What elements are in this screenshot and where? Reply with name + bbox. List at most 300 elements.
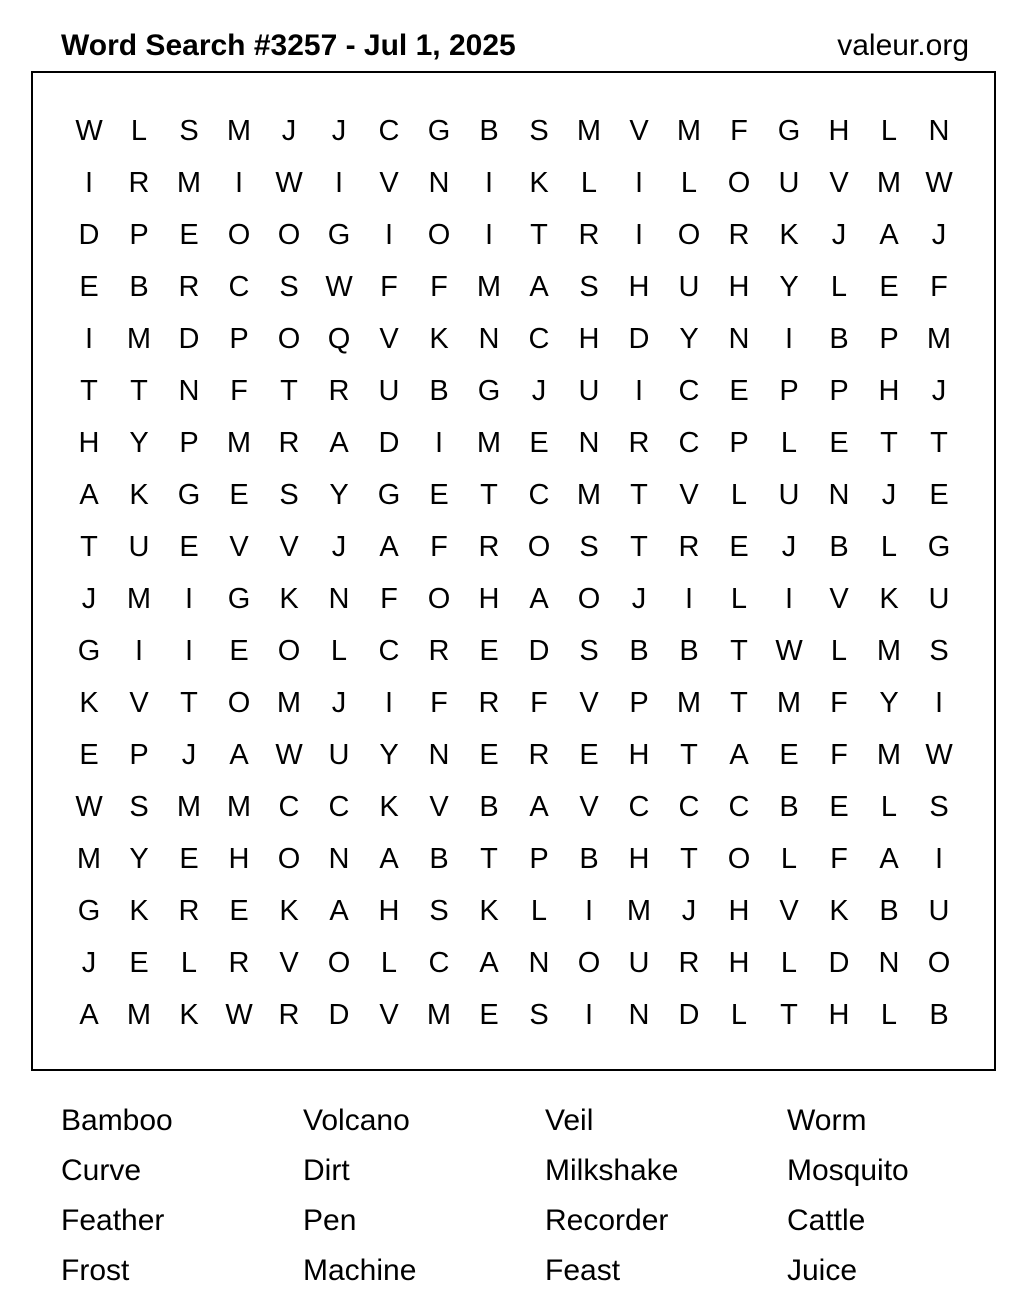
grid-cell[interactable]: O <box>527 531 551 563</box>
grid-cell[interactable]: W <box>925 167 953 199</box>
grid-cell[interactable]: A <box>529 271 549 303</box>
grid-cell[interactable]: B <box>879 895 899 927</box>
grid-cell[interactable]: R <box>428 635 450 667</box>
grid-cell[interactable]: R <box>328 375 350 407</box>
grid-cell[interactable]: B <box>779 791 799 823</box>
grid-cell[interactable]: I <box>84 323 94 355</box>
grid-cell[interactable]: P <box>179 427 199 459</box>
grid-cell[interactable]: P <box>129 219 149 251</box>
grid-cell[interactable]: J <box>331 687 347 719</box>
grid-cell[interactable]: L <box>780 427 798 459</box>
grid-cell[interactable]: F <box>830 687 848 719</box>
grid-cell[interactable]: T <box>730 687 748 719</box>
grid-cell[interactable]: I <box>84 167 94 199</box>
grid-cell[interactable]: R <box>528 739 550 771</box>
grid-cell[interactable]: K <box>479 895 499 927</box>
grid-cell[interactable]: M <box>626 895 652 927</box>
grid-cell[interactable]: C <box>528 323 550 355</box>
grid-cell[interactable]: E <box>929 479 949 511</box>
grid-cell[interactable]: M <box>226 115 252 147</box>
grid-cell[interactable]: E <box>429 479 449 511</box>
grid-cell[interactable]: C <box>528 479 550 511</box>
grid-cell[interactable]: K <box>279 895 299 927</box>
grid-cell[interactable]: Y <box>779 271 799 303</box>
grid-cell[interactable]: V <box>629 115 649 147</box>
grid-cell[interactable]: K <box>79 687 99 719</box>
grid-cell[interactable]: J <box>881 479 897 511</box>
grid-cell[interactable]: W <box>925 739 953 771</box>
grid-cell[interactable]: O <box>277 635 301 667</box>
grid-cell[interactable]: S <box>529 999 549 1031</box>
grid-cell[interactable]: N <box>628 999 650 1031</box>
grid-cell[interactable]: R <box>678 531 700 563</box>
grid-cell[interactable]: R <box>478 687 500 719</box>
grid-cell[interactable]: S <box>929 635 949 667</box>
grid-cell[interactable]: K <box>129 895 149 927</box>
grid-cell[interactable]: W <box>75 791 103 823</box>
grid-cell[interactable]: E <box>829 427 849 459</box>
grid-cell[interactable]: H <box>628 271 650 303</box>
grid-cell[interactable]: G <box>77 635 101 667</box>
grid-cell[interactable]: O <box>327 947 351 979</box>
grid-cell[interactable]: L <box>380 947 398 979</box>
grid-cell[interactable]: A <box>479 947 499 979</box>
grid-cell[interactable]: L <box>830 271 848 303</box>
grid-cell[interactable]: H <box>878 375 900 407</box>
grid-cell[interactable]: J <box>931 219 947 251</box>
grid-cell[interactable]: N <box>578 427 600 459</box>
grid-cell[interactable]: H <box>478 583 500 615</box>
grid-cell[interactable]: T <box>80 375 98 407</box>
grid-cell[interactable]: U <box>678 271 700 303</box>
grid-cell[interactable]: F <box>430 531 448 563</box>
grid-cell[interactable]: E <box>179 531 199 563</box>
grid-cell[interactable]: U <box>628 947 650 979</box>
grid-cell[interactable]: V <box>379 323 399 355</box>
grid-cell[interactable]: T <box>930 427 948 459</box>
grid-cell[interactable]: C <box>428 947 450 979</box>
grid-cell[interactable]: M <box>926 323 952 355</box>
grid-cell[interactable]: S <box>279 479 299 511</box>
grid-cell[interactable]: V <box>429 791 449 823</box>
grid-cell[interactable]: S <box>179 115 199 147</box>
grid-cell[interactable]: M <box>476 427 502 459</box>
grid-cell[interactable]: O <box>427 219 451 251</box>
grid-cell[interactable]: T <box>630 531 648 563</box>
grid-cell[interactable]: M <box>776 687 802 719</box>
grid-cell[interactable]: V <box>579 791 599 823</box>
grid-cell[interactable]: I <box>634 375 644 407</box>
grid-cell[interactable]: L <box>680 167 698 199</box>
grid-cell[interactable]: F <box>230 375 248 407</box>
grid-cell[interactable]: E <box>729 531 749 563</box>
grid-cell[interactable]: M <box>126 323 152 355</box>
grid-cell[interactable]: M <box>176 791 202 823</box>
grid-cell[interactable]: V <box>779 895 799 927</box>
grid-cell[interactable]: N <box>878 947 900 979</box>
grid-cell[interactable]: S <box>129 791 149 823</box>
grid-cell[interactable]: O <box>727 167 751 199</box>
grid-cell[interactable]: E <box>729 375 749 407</box>
grid-cell[interactable]: M <box>676 687 702 719</box>
grid-cell[interactable]: J <box>531 375 547 407</box>
grid-cell[interactable]: W <box>225 999 253 1031</box>
grid-cell[interactable]: I <box>484 167 494 199</box>
grid-cell[interactable]: V <box>229 531 249 563</box>
grid-cell[interactable]: M <box>76 843 102 875</box>
grid-cell[interactable]: U <box>578 375 600 407</box>
grid-cell[interactable]: O <box>277 323 301 355</box>
grid-cell[interactable]: B <box>629 635 649 667</box>
grid-cell[interactable]: I <box>434 427 444 459</box>
grid-cell[interactable]: R <box>278 999 300 1031</box>
grid-cell[interactable]: F <box>380 271 398 303</box>
grid-cell[interactable]: B <box>929 999 949 1031</box>
grid-cell[interactable]: B <box>579 843 599 875</box>
grid-cell[interactable]: I <box>584 895 594 927</box>
grid-cell[interactable]: C <box>728 791 750 823</box>
grid-cell[interactable]: A <box>79 999 99 1031</box>
grid-cell[interactable]: A <box>879 219 899 251</box>
grid-cell[interactable]: K <box>379 791 399 823</box>
grid-cell[interactable]: O <box>727 843 751 875</box>
grid-cell[interactable]: T <box>480 479 498 511</box>
grid-cell[interactable]: E <box>579 739 599 771</box>
grid-cell[interactable]: P <box>229 323 249 355</box>
grid-cell[interactable]: R <box>478 531 500 563</box>
grid-cell[interactable]: E <box>129 947 149 979</box>
grid-cell[interactable]: V <box>379 999 399 1031</box>
grid-cell[interactable]: C <box>328 791 350 823</box>
grid-cell[interactable]: N <box>828 479 850 511</box>
grid-cell[interactable]: O <box>227 219 251 251</box>
grid-cell[interactable]: I <box>234 167 244 199</box>
grid-cell[interactable]: D <box>678 999 700 1031</box>
grid-cell[interactable]: L <box>880 999 898 1031</box>
grid-cell[interactable]: J <box>781 531 797 563</box>
grid-cell[interactable]: E <box>229 895 249 927</box>
grid-cell[interactable]: O <box>577 947 601 979</box>
grid-cell[interactable]: T <box>680 739 698 771</box>
grid-cell[interactable]: U <box>778 167 800 199</box>
grid-cell[interactable]: L <box>330 635 348 667</box>
grid-cell[interactable]: H <box>228 843 250 875</box>
grid-cell[interactable]: B <box>479 115 499 147</box>
grid-cell[interactable]: K <box>829 895 849 927</box>
grid-cell[interactable]: A <box>529 583 549 615</box>
grid-cell[interactable]: I <box>934 687 944 719</box>
grid-cell[interactable]: S <box>529 115 549 147</box>
grid-cell[interactable]: J <box>81 583 97 615</box>
grid-cell[interactable]: M <box>876 739 902 771</box>
grid-cell[interactable]: W <box>275 167 303 199</box>
grid-cell[interactable]: S <box>579 635 599 667</box>
grid-cell[interactable]: L <box>730 583 748 615</box>
grid-cell[interactable]: G <box>327 219 351 251</box>
grid-cell[interactable]: N <box>328 843 350 875</box>
grid-cell[interactable]: I <box>934 843 944 875</box>
grid-cell[interactable]: E <box>879 271 899 303</box>
grid-cell[interactable]: U <box>378 375 400 407</box>
grid-cell[interactable]: R <box>628 427 650 459</box>
grid-cell[interactable]: D <box>828 947 850 979</box>
grid-cell[interactable]: E <box>229 479 249 511</box>
grid-cell[interactable]: U <box>778 479 800 511</box>
grid-cell[interactable]: W <box>325 271 353 303</box>
grid-cell[interactable]: K <box>429 323 449 355</box>
grid-cell[interactable]: S <box>279 271 299 303</box>
grid-cell[interactable]: K <box>779 219 799 251</box>
grid-cell[interactable]: N <box>428 167 450 199</box>
grid-cell[interactable]: D <box>528 635 550 667</box>
grid-cell[interactable]: L <box>530 895 548 927</box>
grid-cell[interactable]: J <box>931 375 947 407</box>
grid-cell[interactable]: M <box>676 115 702 147</box>
grid-cell[interactable]: U <box>128 531 150 563</box>
grid-cell[interactable]: C <box>378 115 400 147</box>
grid-cell[interactable]: M <box>576 115 602 147</box>
grid-cell[interactable]: V <box>279 531 299 563</box>
grid-cell[interactable]: N <box>928 115 950 147</box>
grid-cell[interactable]: V <box>129 687 149 719</box>
grid-cell[interactable]: H <box>828 999 850 1031</box>
grid-cell[interactable]: D <box>328 999 350 1031</box>
grid-cell[interactable]: Y <box>129 843 149 875</box>
grid-cell[interactable]: M <box>126 583 152 615</box>
grid-cell[interactable]: P <box>629 687 649 719</box>
grid-cell[interactable]: P <box>779 375 799 407</box>
grid-cell[interactable]: I <box>634 219 644 251</box>
grid-cell[interactable]: G <box>927 531 951 563</box>
grid-cell[interactable]: L <box>830 635 848 667</box>
grid-cell[interactable]: R <box>228 947 250 979</box>
grid-cell[interactable]: N <box>328 583 350 615</box>
grid-cell[interactable]: R <box>178 895 200 927</box>
grid-cell[interactable]: L <box>130 115 148 147</box>
grid-cell[interactable]: U <box>928 895 950 927</box>
grid-cell[interactable]: E <box>479 999 499 1031</box>
grid-cell[interactable]: H <box>78 427 100 459</box>
grid-cell[interactable]: F <box>830 739 848 771</box>
grid-cell[interactable]: I <box>584 999 594 1031</box>
grid-cell[interactable]: C <box>278 791 300 823</box>
grid-cell[interactable]: W <box>775 635 803 667</box>
grid-cell[interactable]: E <box>479 739 499 771</box>
grid-cell[interactable]: F <box>930 271 948 303</box>
grid-cell[interactable]: A <box>79 479 99 511</box>
grid-cell[interactable]: L <box>880 791 898 823</box>
grid-cell[interactable]: D <box>178 323 200 355</box>
grid-cell[interactable]: V <box>679 479 699 511</box>
grid-cell[interactable]: T <box>130 375 148 407</box>
grid-cell[interactable]: B <box>679 635 699 667</box>
grid-cell[interactable]: R <box>678 947 700 979</box>
grid-cell[interactable]: E <box>229 635 249 667</box>
grid-cell[interactable]: O <box>677 219 701 251</box>
grid-cell[interactable]: R <box>278 427 300 459</box>
grid-cell[interactable]: L <box>880 531 898 563</box>
grid-cell[interactable]: K <box>279 583 299 615</box>
grid-cell[interactable]: I <box>384 219 394 251</box>
grid-cell[interactable]: Y <box>879 687 899 719</box>
grid-cell[interactable]: K <box>179 999 199 1031</box>
grid-cell[interactable]: N <box>728 323 750 355</box>
grid-cell[interactable]: W <box>275 739 303 771</box>
grid-cell[interactable]: L <box>180 947 198 979</box>
grid-cell[interactable]: L <box>730 999 748 1031</box>
grid-cell[interactable]: B <box>479 791 499 823</box>
grid-cell[interactable]: L <box>880 115 898 147</box>
grid-cell[interactable]: V <box>279 947 299 979</box>
grid-cell[interactable]: J <box>281 115 297 147</box>
grid-cell[interactable]: Y <box>129 427 149 459</box>
grid-cell[interactable]: R <box>728 219 750 251</box>
grid-cell[interactable]: B <box>829 531 849 563</box>
grid-cell[interactable]: E <box>179 219 199 251</box>
grid-cell[interactable]: G <box>177 479 201 511</box>
grid-cell[interactable]: I <box>784 323 794 355</box>
grid-cell[interactable]: S <box>579 531 599 563</box>
grid-cell[interactable]: E <box>779 739 799 771</box>
grid-cell[interactable]: O <box>927 947 951 979</box>
grid-cell[interactable]: F <box>430 271 448 303</box>
grid-cell[interactable]: G <box>427 115 451 147</box>
grid-cell[interactable]: Q <box>327 323 351 355</box>
grid-cell[interactable]: T <box>180 687 198 719</box>
grid-cell[interactable]: J <box>681 895 697 927</box>
grid-cell[interactable]: M <box>226 427 252 459</box>
grid-cell[interactable]: P <box>529 843 549 875</box>
grid-cell[interactable]: I <box>684 583 694 615</box>
grid-cell[interactable]: T <box>680 843 698 875</box>
grid-cell[interactable]: M <box>276 687 302 719</box>
grid-cell[interactable]: O <box>227 687 251 719</box>
grid-cell[interactable]: A <box>879 843 899 875</box>
grid-cell[interactable]: B <box>429 843 449 875</box>
grid-cell[interactable]: T <box>80 531 98 563</box>
grid-cell[interactable]: N <box>178 375 200 407</box>
grid-cell[interactable]: C <box>628 791 650 823</box>
grid-cell[interactable]: H <box>628 843 650 875</box>
grid-cell[interactable]: C <box>678 375 700 407</box>
grid-cell[interactable]: G <box>77 895 101 927</box>
grid-cell[interactable]: V <box>829 583 849 615</box>
grid-cell[interactable]: J <box>831 219 847 251</box>
grid-cell[interactable]: A <box>729 739 749 771</box>
grid-cell[interactable]: F <box>830 843 848 875</box>
grid-cell[interactable]: T <box>730 635 748 667</box>
grid-cell[interactable]: V <box>579 687 599 719</box>
grid-cell[interactable]: H <box>728 947 750 979</box>
grid-cell[interactable]: H <box>728 895 750 927</box>
grid-cell[interactable]: T <box>480 843 498 875</box>
grid-cell[interactable]: I <box>784 583 794 615</box>
grid-cell[interactable]: M <box>426 999 452 1031</box>
grid-cell[interactable]: V <box>829 167 849 199</box>
grid-cell[interactable]: E <box>79 271 99 303</box>
grid-cell[interactable]: S <box>929 791 949 823</box>
grid-cell[interactable]: C <box>678 427 700 459</box>
grid-cell[interactable]: T <box>530 219 548 251</box>
grid-cell[interactable]: T <box>280 375 298 407</box>
grid-cell[interactable]: A <box>329 427 349 459</box>
grid-cell[interactable]: I <box>184 635 194 667</box>
grid-cell[interactable]: P <box>829 375 849 407</box>
grid-cell[interactable]: S <box>579 271 599 303</box>
grid-cell[interactable]: E <box>79 739 99 771</box>
grid-cell[interactable]: H <box>828 115 850 147</box>
grid-cell[interactable]: B <box>829 323 849 355</box>
grid-cell[interactable]: G <box>777 115 801 147</box>
grid-cell[interactable]: M <box>226 791 252 823</box>
grid-cell[interactable]: F <box>380 583 398 615</box>
grid-cell[interactable]: O <box>577 583 601 615</box>
grid-cell[interactable]: J <box>331 531 347 563</box>
grid-cell[interactable]: Y <box>679 323 699 355</box>
grid-cell[interactable]: F <box>430 687 448 719</box>
grid-cell[interactable]: I <box>184 583 194 615</box>
grid-cell[interactable]: I <box>634 167 644 199</box>
grid-cell[interactable]: D <box>628 323 650 355</box>
grid-cell[interactable]: A <box>379 843 399 875</box>
grid-cell[interactable]: C <box>678 791 700 823</box>
grid-cell[interactable]: H <box>628 739 650 771</box>
grid-cell[interactable]: C <box>228 271 250 303</box>
grid-cell[interactable]: A <box>229 739 249 771</box>
grid-cell[interactable]: L <box>780 947 798 979</box>
grid-cell[interactable]: E <box>829 791 849 823</box>
grid-cell[interactable]: K <box>879 583 899 615</box>
grid-cell[interactable]: O <box>277 219 301 251</box>
grid-cell[interactable]: C <box>378 635 400 667</box>
grid-cell[interactable]: J <box>631 583 647 615</box>
grid-cell[interactable]: J <box>331 115 347 147</box>
grid-cell[interactable]: R <box>578 219 600 251</box>
grid-cell[interactable]: L <box>780 843 798 875</box>
grid-cell[interactable]: E <box>179 843 199 875</box>
grid-cell[interactable]: L <box>730 479 748 511</box>
grid-cell[interactable]: V <box>379 167 399 199</box>
grid-cell[interactable]: Y <box>329 479 349 511</box>
grid-cell[interactable]: U <box>928 583 950 615</box>
grid-cell[interactable]: O <box>277 843 301 875</box>
grid-cell[interactable]: Y <box>379 739 399 771</box>
grid-cell[interactable]: M <box>476 271 502 303</box>
grid-cell[interactable]: F <box>530 687 548 719</box>
grid-cell[interactable]: E <box>529 427 549 459</box>
grid-cell[interactable]: P <box>129 739 149 771</box>
grid-cell[interactable]: M <box>876 635 902 667</box>
grid-cell[interactable]: K <box>129 479 149 511</box>
grid-cell[interactable]: D <box>78 219 100 251</box>
grid-cell[interactable]: B <box>129 271 149 303</box>
grid-cell[interactable]: U <box>328 739 350 771</box>
grid-cell[interactable]: P <box>879 323 899 355</box>
grid-cell[interactable]: B <box>429 375 449 407</box>
grid-cell[interactable]: G <box>377 479 401 511</box>
grid-cell[interactable]: J <box>181 739 197 771</box>
grid-cell[interactable]: N <box>478 323 500 355</box>
grid-cell[interactable]: H <box>378 895 400 927</box>
grid-cell[interactable]: M <box>176 167 202 199</box>
grid-cell[interactable]: M <box>876 167 902 199</box>
grid-cell[interactable]: W <box>75 115 103 147</box>
grid-cell[interactable]: L <box>580 167 598 199</box>
grid-cell[interactable]: A <box>529 791 549 823</box>
grid-cell[interactable]: H <box>578 323 600 355</box>
grid-cell[interactable]: I <box>384 687 394 719</box>
grid-cell[interactable]: R <box>128 167 150 199</box>
